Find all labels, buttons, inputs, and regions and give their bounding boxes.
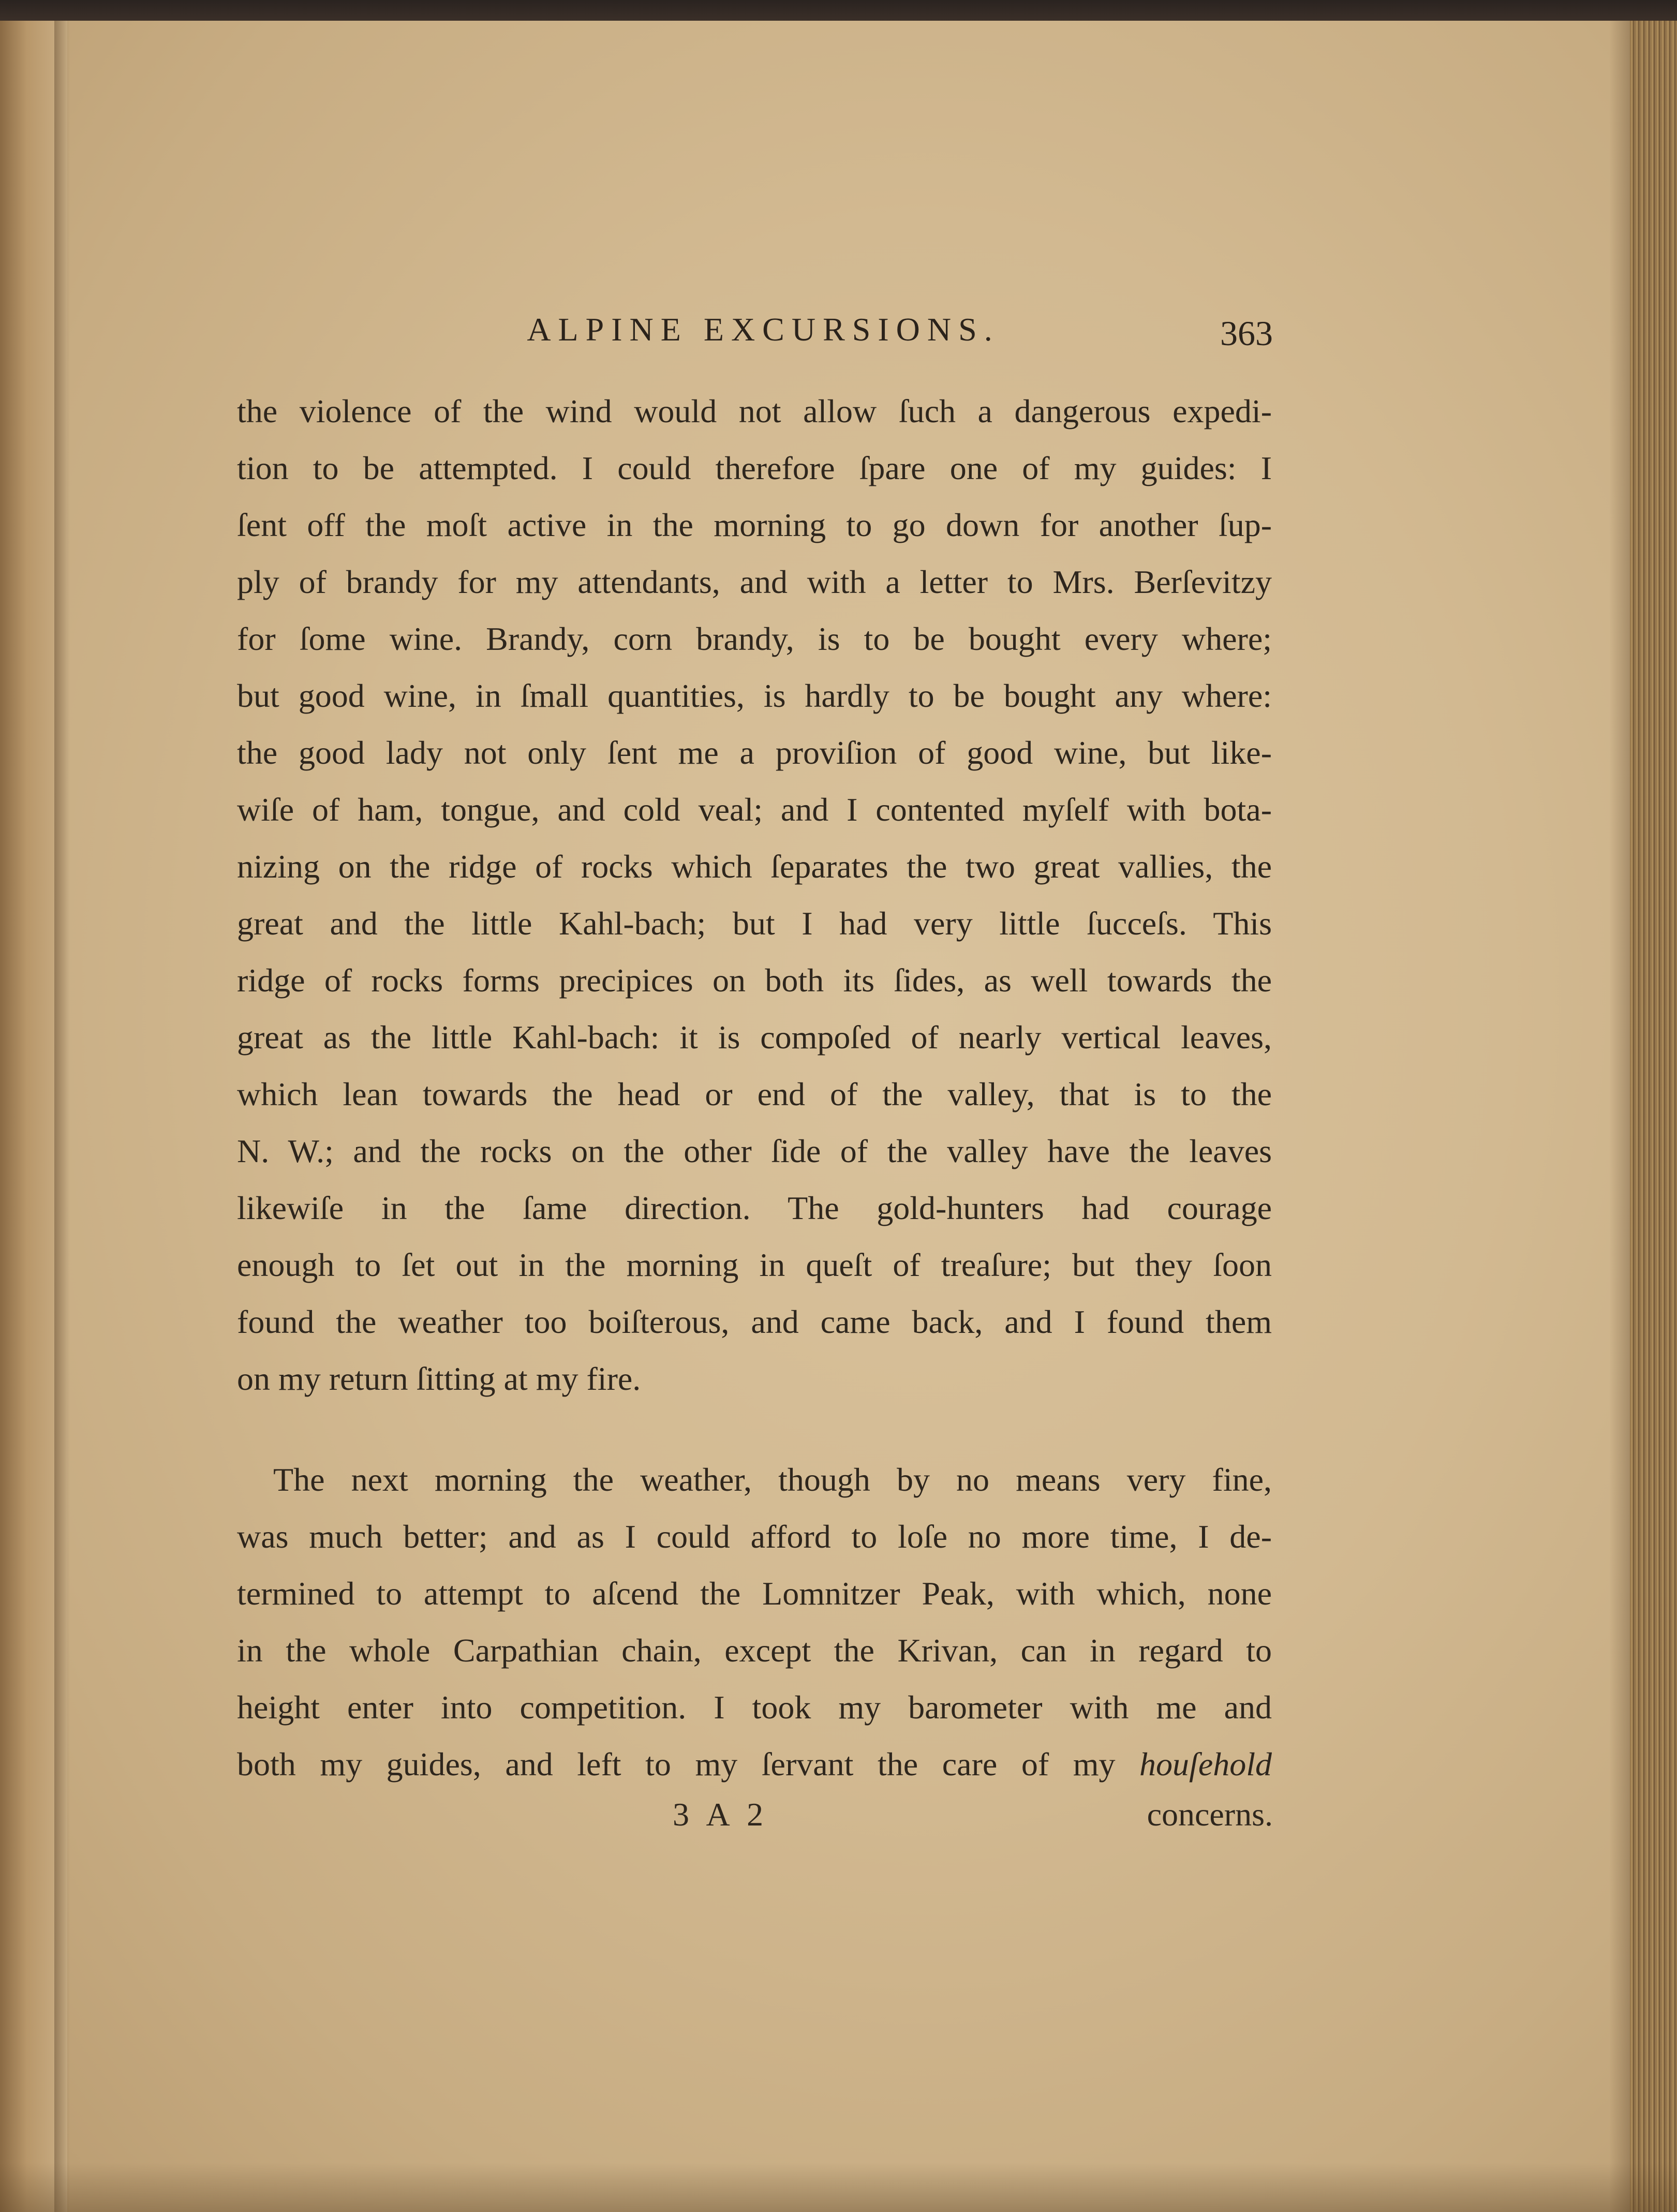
fore-edge (1630, 21, 1677, 2212)
gutter-shadow (54, 21, 70, 2212)
text-line: found the weather too boiſterous, and came back, and I found them (237, 1303, 1272, 1340)
paragraph-two (237, 1451, 1272, 1793)
text-line: ſent off the moſt active in the morning to go down for another ſup- (237, 507, 1272, 543)
final-line-italic-word: houſehold (1139, 1746, 1272, 1783)
bottom-shadow (0, 2163, 1677, 2212)
text-line: enough to ſet out in the morning in queſt of treaſure; but they ſoon (237, 1246, 1272, 1283)
text-line: wiſe of ham, tongue, and cold veal; and I contented myſelf with bota- (237, 791, 1272, 828)
text-line: termined to attempt to aſcend the Lomnitzer Peak, with which, none (237, 1575, 1272, 1612)
text-line: the violence of the wind would not allow ſuch a dangerous expedi- (237, 393, 1272, 429)
text-line: great and the little Kahl-bach; but I had very little ſucceſs. This (237, 905, 1272, 942)
text-line: N. W.; and the rocks on the other ſide of the valley have the leaves (237, 1133, 1272, 1169)
text-line: great as the little Kahl-bach: it is compoſed of nearly vertical leaves, (237, 1019, 1272, 1056)
text-line: was much better; and as I could afford to loſe no more time, I de- (237, 1518, 1272, 1555)
text-line: likewiſe in the ſame direction. The gold-hunters had courage (237, 1190, 1272, 1226)
text-line: but good wine, in ſmall quantities, is hardly to be bought any where: (237, 677, 1272, 714)
text-line: ridge of rocks forms precipices on both its ſides, as well towards the (237, 962, 1272, 999)
text-line: ply of brandy for my attendants, and with a letter to Mrs. Berſevitzy (237, 563, 1272, 600)
text-line: nizing on the ridge of rocks which ſeparates the two great vallies, the (237, 848, 1272, 885)
text-line: tion to be attempted. I could therefore ſpare one of my guides: I (237, 450, 1272, 486)
text-line: The next morning the weather, though by no means very fine, (273, 1461, 1272, 1498)
text-line: in the whole Carpathian chain, except the Krivan, can in regard to (237, 1632, 1272, 1669)
text-line-final (237, 1736, 1272, 1793)
catchword: concerns. (1147, 1796, 1273, 1833)
top-edge (0, 0, 1677, 21)
text-line: the good lady not only ſent me a proviſion of good wine, but like- (237, 734, 1272, 771)
text-line: on my return ſitting at my fire. (237, 1360, 641, 1397)
text-line: which lean towards the head or end of the valley, that is to the (237, 1076, 1272, 1112)
running-head: ALPINE EXCURSIONS. (527, 311, 1000, 348)
text-line: height enter into competition. I took my barometer with me and (237, 1689, 1272, 1726)
final-line-text: both my guides, and left to my ſervant the care of my (237, 1746, 1116, 1783)
paragraph-one (237, 383, 1272, 1407)
text-line: for ſome wine. Brandy, corn brandy, is to be bought every where; (237, 620, 1272, 657)
fore-edge-shadow (1609, 21, 1633, 2212)
page-number: 363 (1220, 314, 1273, 353)
signature-mark: 3 A 2 (673, 1796, 769, 1833)
